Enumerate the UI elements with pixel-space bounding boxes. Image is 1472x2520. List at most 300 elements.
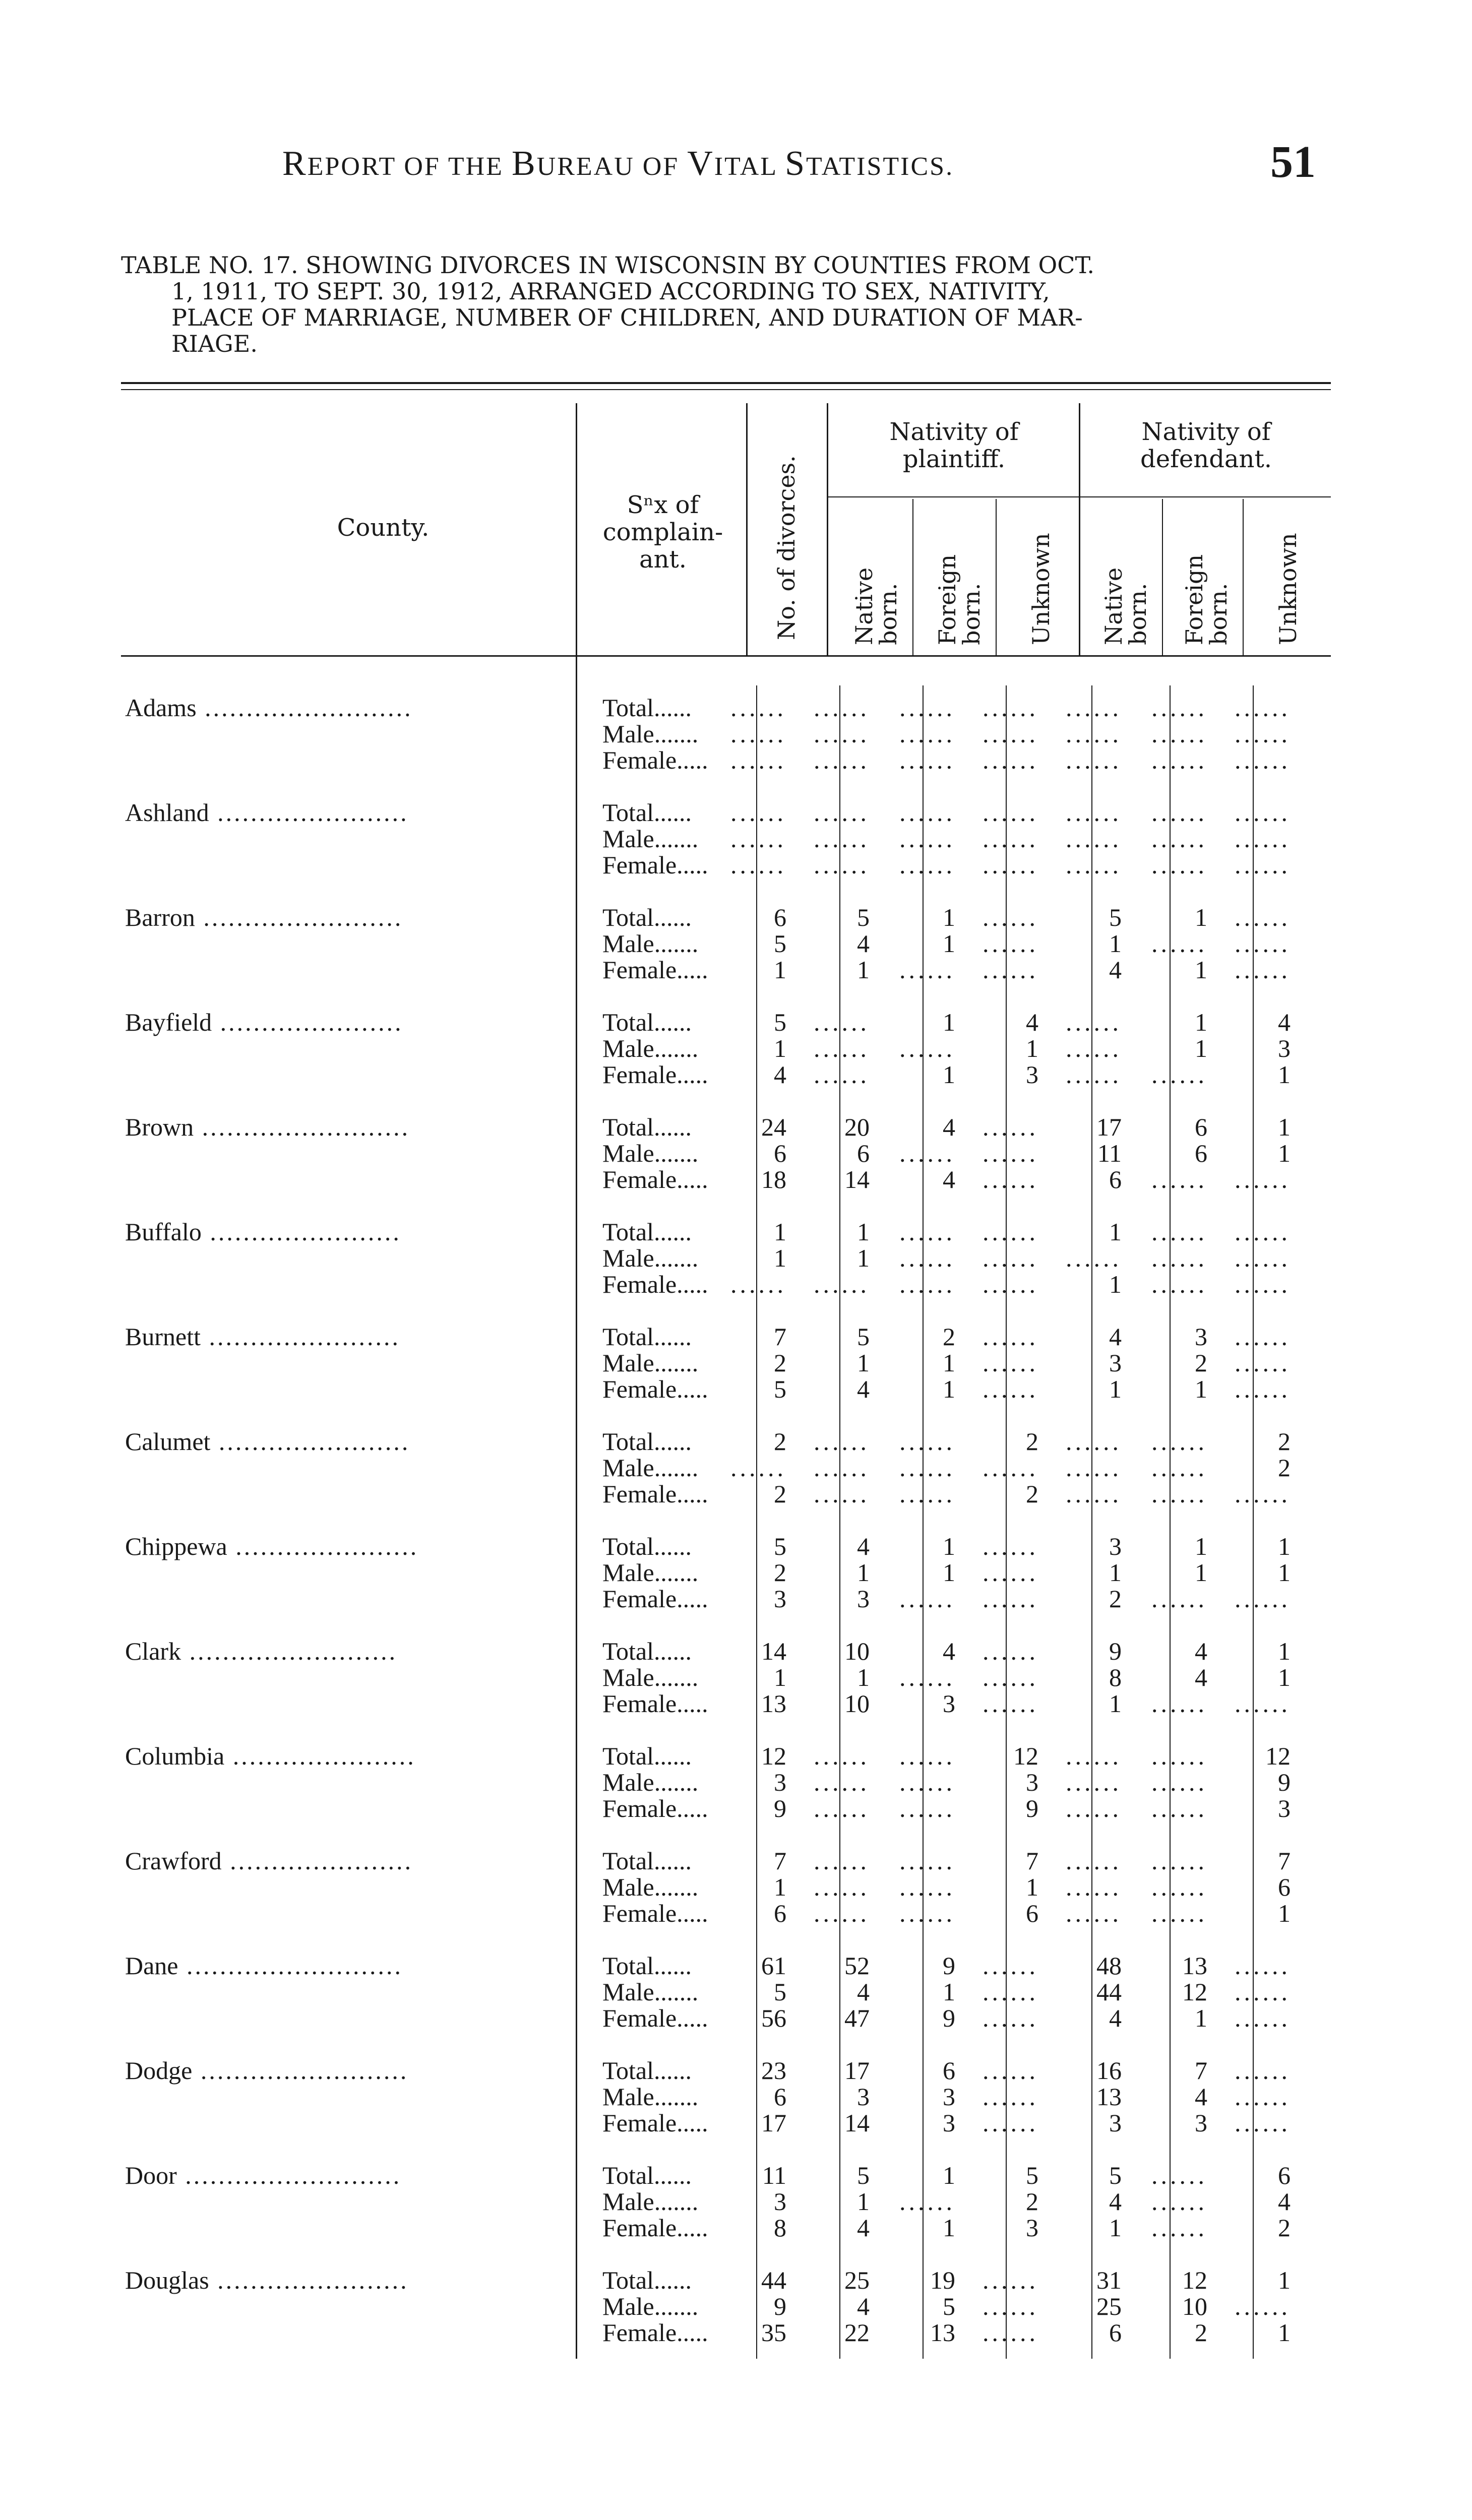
sex-label-text: Male xyxy=(602,1558,654,1587)
table-cell: ...... xyxy=(1066,1768,1122,1796)
table-cell: 3 xyxy=(1195,1322,1207,1351)
leader-dots: ...................... xyxy=(227,1532,419,1560)
table-row xyxy=(0,1584,1472,1612)
top-rule-thin xyxy=(121,389,1331,390)
leader-dots: ....... xyxy=(654,1663,699,1691)
table-cell: ...... xyxy=(1151,1060,1207,1089)
table-cell: 6 xyxy=(774,1899,786,1927)
table-cell: 1 xyxy=(1109,1375,1122,1403)
table-cell: 3 xyxy=(1278,1794,1291,1822)
defendant-group-header xyxy=(1081,418,1331,473)
table-cell: 14 xyxy=(761,1637,786,1665)
table-cell: ...... xyxy=(1235,746,1291,774)
table-cell: ...... xyxy=(1151,1899,1207,1927)
table-cell: ...... xyxy=(814,694,870,722)
table-cell: ...... xyxy=(1151,929,1207,958)
table-cell: ...... xyxy=(899,2187,955,2216)
table-row xyxy=(0,1139,1472,1167)
sex-label xyxy=(602,1532,692,1561)
sex-label xyxy=(602,719,698,748)
sex-label-text: Male xyxy=(602,1768,654,1796)
table-cell: ...... xyxy=(814,825,870,853)
leader-dots: ..... xyxy=(677,1899,708,1927)
county-label: Dodge xyxy=(125,2056,193,2085)
table-cell: 1 xyxy=(1195,1034,1207,1062)
table-cell: ...... xyxy=(983,903,1038,931)
sex-label-text: Male xyxy=(602,929,654,958)
sex-label xyxy=(602,824,698,853)
table-row xyxy=(0,955,1472,983)
table-cell: 13 xyxy=(1182,1951,1207,1980)
table-cell: ...... xyxy=(899,798,955,827)
sex-label xyxy=(602,1558,698,1587)
table-cell: 10 xyxy=(844,1637,870,1665)
table-cell: 48 xyxy=(1096,1951,1122,1980)
table-cell: ...... xyxy=(983,2083,1038,2111)
table-row xyxy=(0,2003,1472,2032)
table-cell: ...... xyxy=(1151,746,1207,774)
table-cell: 56 xyxy=(761,2004,786,2032)
caption-line: PLACE OF MARRIAGE, NUMBER OF CHILDREN, AND DURATION OF MAR- xyxy=(171,304,1083,331)
sex-label-text: Female xyxy=(602,1375,677,1403)
table-cell: 9 xyxy=(1278,1768,1291,1796)
table-cell: ...... xyxy=(983,1454,1038,1482)
sex-label-text: Total xyxy=(602,798,654,827)
table-cell: ...... xyxy=(983,1637,1038,1665)
table-cell: ...... xyxy=(1235,929,1291,958)
table-row xyxy=(0,719,1472,747)
table-cell: ...... xyxy=(983,1558,1038,1587)
leader-dots: ...... xyxy=(654,1427,692,1456)
table-cell: 1 xyxy=(943,1008,955,1036)
table-cell: 25 xyxy=(1096,2292,1122,2320)
table-cell: 4 xyxy=(1278,1008,1291,1036)
table-cell: ...... xyxy=(1235,1951,1291,1980)
col-divider xyxy=(827,403,828,655)
sex-label-text: Female xyxy=(602,1060,677,1089)
table-cell: 1 xyxy=(1109,1689,1122,1718)
table-cell: ...... xyxy=(899,746,955,774)
sex-label-text: Total xyxy=(602,903,654,931)
table-cell: 2 xyxy=(774,1349,786,1377)
leader-dots: ..... xyxy=(677,746,708,774)
table-cell: 1 xyxy=(1195,956,1207,984)
sex-label xyxy=(602,1951,692,1980)
table-cell: ...... xyxy=(1235,903,1291,931)
table-cell: 1 xyxy=(774,956,786,984)
table-cell: 10 xyxy=(844,1689,870,1718)
table-cell: 2 xyxy=(1195,2318,1207,2347)
county-name xyxy=(125,2265,409,2295)
table-cell: ...... xyxy=(730,720,786,748)
table-row xyxy=(0,1689,1472,1717)
col-divider xyxy=(1162,499,1163,655)
sex-label xyxy=(602,1584,708,1613)
table-cell: 13 xyxy=(761,1689,786,1718)
county-label: Barron xyxy=(125,903,195,931)
table-cell: ...... xyxy=(899,1480,955,1508)
table-cell: 5 xyxy=(774,1978,786,2006)
sex-label xyxy=(602,1977,698,2006)
table-cell: ...... xyxy=(1066,1427,1122,1456)
sex-label xyxy=(602,1636,692,1666)
table-cell: ...... xyxy=(730,1454,786,1482)
table-cell: ...... xyxy=(983,1663,1038,1691)
defendant-foreign-header: Foreign born. xyxy=(1181,554,1232,645)
leader-dots: ...... xyxy=(654,694,692,722)
sex-label-text: Female xyxy=(602,1689,677,1718)
table-row xyxy=(0,2108,1472,2136)
table-cell: ...... xyxy=(1151,1768,1207,1796)
county-label: Burnett xyxy=(125,1322,201,1351)
county-label: Brown xyxy=(125,1113,194,1141)
table-cell: ...... xyxy=(1066,1008,1122,1036)
table-cell: 1 xyxy=(1195,1532,1207,1560)
table-cell: 4 xyxy=(1195,2083,1207,2111)
table-row xyxy=(0,1165,1472,1193)
table-row xyxy=(0,1977,1472,2005)
defendant-native-header: Native born. xyxy=(1100,567,1151,645)
table-cell: 12 xyxy=(1182,1978,1207,2006)
table-row xyxy=(0,2161,1472,2189)
table-cell: 6 xyxy=(1278,2161,1291,2189)
county-name xyxy=(125,1951,403,1980)
table-cell: 2 xyxy=(1195,1349,1207,1377)
table-cell: ...... xyxy=(1151,2161,1207,2189)
table-cell: 1 xyxy=(943,1532,955,1560)
table-cell: 7 xyxy=(774,1847,786,1875)
table-cell: ...... xyxy=(983,1585,1038,1613)
table-cell: ...... xyxy=(983,746,1038,774)
plaintiff-group-header xyxy=(829,418,1079,473)
table-row xyxy=(0,2265,1472,2294)
sex-label-text: Total xyxy=(602,1847,654,1875)
table-cell: ...... xyxy=(983,1689,1038,1718)
table-cell: ...... xyxy=(983,2004,1038,2032)
table-cell: 4 xyxy=(1026,1008,1038,1036)
table-cell: 4 xyxy=(857,2292,870,2320)
table-cell: 35 xyxy=(761,2318,786,2347)
table-cell: 3 xyxy=(774,2187,786,2216)
table-row xyxy=(0,1532,1472,1560)
running-head-smallcaps: UREAU OF xyxy=(536,152,688,181)
table-cell: 7 xyxy=(1278,1847,1291,1875)
sex-label-text: Female xyxy=(602,2318,677,2347)
table-cell: 11 xyxy=(1097,1139,1122,1167)
leader-dots: ......................... xyxy=(196,694,413,722)
table-cell: ...... xyxy=(814,1454,870,1482)
table-cell: 4 xyxy=(1109,2187,1122,2216)
table-cell: 1 xyxy=(1026,1034,1038,1062)
table-cell: 16 xyxy=(1096,2056,1122,2085)
county-label: Columbia xyxy=(125,1742,225,1770)
running-head-smallcaps: ITAL xyxy=(714,152,785,181)
table-cell: 44 xyxy=(1096,1978,1122,2006)
sex-label-text: Male xyxy=(602,1873,654,1901)
leader-dots: ..... xyxy=(677,1375,708,1403)
leader-dots: ....................... xyxy=(200,1322,400,1351)
table-cell: ...... xyxy=(1151,1218,1207,1246)
county-label: Calumet xyxy=(125,1427,211,1456)
table-cell: 7 xyxy=(774,1322,786,1351)
table-cell: 2 xyxy=(1109,1585,1122,1613)
sex-label-text: Female xyxy=(602,2214,677,2242)
table-row xyxy=(0,1453,1472,1481)
county-name xyxy=(125,2056,408,2085)
county-label: Door xyxy=(125,2161,177,2189)
table-cell: ...... xyxy=(1151,720,1207,748)
leader-dots: ....................... xyxy=(209,798,409,827)
table-cell: ...... xyxy=(1151,1165,1207,1193)
table-cell: 3 xyxy=(774,1768,786,1796)
table-cell: ...... xyxy=(1066,1742,1122,1770)
table-cell: 1 xyxy=(857,1663,870,1691)
leader-dots: ..... xyxy=(677,1480,708,1508)
table-row xyxy=(0,1899,1472,1927)
table-row xyxy=(0,1060,1472,1088)
table-row xyxy=(0,2056,1472,2084)
table-cell: ...... xyxy=(814,1768,870,1796)
table-cell: 1 xyxy=(1278,1899,1291,1927)
table-cell: ...... xyxy=(983,1139,1038,1167)
sex-label-text: Total xyxy=(602,1532,654,1560)
leader-dots: ...... xyxy=(654,2266,692,2294)
leader-dots: ...... xyxy=(654,1637,692,1665)
leader-dots: ...... xyxy=(654,1847,692,1875)
leader-dots: ....... xyxy=(654,1139,699,1167)
sex-label xyxy=(602,2082,698,2111)
county-name xyxy=(125,1427,410,1456)
leader-dots: ....................... xyxy=(210,1427,410,1456)
table-cell: ...... xyxy=(1151,2187,1207,2216)
table-cell: 13 xyxy=(930,2318,955,2347)
table-cell: 2 xyxy=(1278,1427,1291,1456)
leader-dots: ....... xyxy=(654,720,699,748)
sex-label xyxy=(602,1768,698,1797)
sex-label-text: Total xyxy=(602,694,654,722)
table-cell: ...... xyxy=(1235,2109,1291,2137)
table-cell: 4 xyxy=(1195,1637,1207,1665)
sex-label-text: Total xyxy=(602,1322,654,1351)
table-cell: ...... xyxy=(983,851,1038,879)
sex-label xyxy=(602,1139,698,1168)
sex-label-text: Total xyxy=(602,1427,654,1456)
table-cell: ...... xyxy=(983,1113,1038,1141)
leader-dots: ......................... xyxy=(181,1637,398,1665)
table-cell: 1 xyxy=(943,1978,955,2006)
table-cell: 2 xyxy=(1026,1427,1038,1456)
sex-label-text: Male xyxy=(602,2083,654,2111)
table-cell: ...... xyxy=(1151,1794,1207,1822)
table-cell: 6 xyxy=(1026,1899,1038,1927)
table-cell: ...... xyxy=(983,798,1038,827)
table-cell: 1 xyxy=(1195,2004,1207,2032)
table-cell: 1 xyxy=(1195,1375,1207,1403)
table-cell: 4 xyxy=(943,1165,955,1193)
table-cell: 1 xyxy=(1278,1558,1291,1587)
leader-dots: ....... xyxy=(654,1558,699,1587)
table-cell: 1 xyxy=(943,903,955,931)
sex-label xyxy=(602,903,692,932)
table-cell: 6 xyxy=(857,1139,870,1167)
county-label: Douglas xyxy=(125,2266,209,2294)
running-head-capital: R xyxy=(282,144,308,183)
table-cell: 9 xyxy=(943,1951,955,1980)
running-head xyxy=(282,144,1210,184)
table-cell: ...... xyxy=(730,825,786,853)
leader-dots: ..... xyxy=(677,1270,708,1298)
leader-dots: ....... xyxy=(654,1244,699,1272)
sex-label-text: Female xyxy=(602,1899,677,1927)
table-cell: ...... xyxy=(899,1663,955,1691)
leader-dots: ....... xyxy=(654,1873,699,1901)
table-row xyxy=(0,798,1472,826)
sex-label xyxy=(602,2108,708,2137)
county-label: Ashland xyxy=(125,798,209,827)
plaintiff-unknown-header: Unknown xyxy=(1027,533,1055,645)
table-row xyxy=(0,1348,1472,1376)
leader-dots: .......................... xyxy=(178,1951,403,1980)
table-cell: 4 xyxy=(774,1060,786,1089)
county-label: Buffalo xyxy=(125,1218,202,1246)
leader-dots: ..... xyxy=(677,2318,708,2347)
leader-dots: ....... xyxy=(654,2292,699,2320)
table-row xyxy=(0,2318,1472,2346)
table-row xyxy=(0,1741,1472,1770)
county-name xyxy=(125,798,409,827)
table-cell: ...... xyxy=(899,1427,955,1456)
table-cell: ...... xyxy=(1066,1060,1122,1089)
table-cell: 5 xyxy=(774,929,786,958)
table-cell: 3 xyxy=(1109,2109,1122,2137)
table-cell: ...... xyxy=(1235,1978,1291,2006)
table-cell: ...... xyxy=(1066,1847,1122,1875)
leader-dots: ........................ xyxy=(195,903,403,931)
table-row xyxy=(0,1951,1472,1979)
table-cell: 1 xyxy=(1278,1060,1291,1089)
table-row xyxy=(0,1872,1472,1901)
table-cell: 1 xyxy=(857,1558,870,1587)
table-cell: ...... xyxy=(1151,825,1207,853)
table-cell: ...... xyxy=(983,720,1038,748)
county-label: Crawford xyxy=(125,1847,222,1875)
table-cell: ...... xyxy=(814,1847,870,1875)
table-cell: ...... xyxy=(899,1244,955,1272)
table-cell: 4 xyxy=(1278,2187,1291,2216)
sex-header-line: complain- xyxy=(602,518,723,546)
table-cell: 1 xyxy=(774,1218,786,1246)
table-cell: ...... xyxy=(1066,1454,1122,1482)
sex-label-text: Female xyxy=(602,851,677,879)
table-row xyxy=(0,1322,1472,1350)
table-cell: 1 xyxy=(943,1349,955,1377)
table-cell: 9 xyxy=(1109,1637,1122,1665)
table-cell: 17 xyxy=(844,2056,870,2085)
table-cell: 2 xyxy=(1026,1480,1038,1508)
sex-label xyxy=(602,2187,698,2216)
table-cell: 5 xyxy=(774,1532,786,1560)
leader-dots: ....... xyxy=(654,2083,699,2111)
table-cell: 6 xyxy=(1195,1139,1207,1167)
table-cell: 44 xyxy=(761,2266,786,2294)
table-cell: ...... xyxy=(983,1532,1038,1560)
sex-label-text: Total xyxy=(602,1742,654,1770)
table-cell: 1 xyxy=(1195,1558,1207,1587)
table-cell: ...... xyxy=(983,2318,1038,2347)
table-row xyxy=(0,1217,1472,1245)
table-cell: ...... xyxy=(1066,694,1122,722)
table-cell: ...... xyxy=(1235,2083,1291,2111)
plaintiff-group-line: Nativity of xyxy=(889,418,1019,446)
table-cell: 4 xyxy=(857,1978,870,2006)
table-cell: ...... xyxy=(730,1270,786,1298)
sex-label xyxy=(602,1270,708,1299)
leader-dots: ..... xyxy=(677,851,708,879)
leader-dots: ......................... xyxy=(192,2056,409,2085)
table-cell: ...... xyxy=(814,1742,870,1770)
table-cell: ...... xyxy=(814,1794,870,1822)
county-label: Adams xyxy=(125,694,197,722)
table-row xyxy=(0,1374,1472,1403)
table-cell: ...... xyxy=(1066,720,1122,748)
table-cell: ...... xyxy=(1151,1427,1207,1456)
table-cell: ...... xyxy=(1235,1165,1291,1193)
table-row xyxy=(0,1768,1472,1796)
table-cell: 1 xyxy=(943,2214,955,2242)
table-cell: ...... xyxy=(1066,1244,1122,1272)
leader-dots: ....... xyxy=(654,1454,699,1482)
table-cell: ...... xyxy=(899,694,955,722)
table-cell: 13 xyxy=(1096,2083,1122,2111)
table-cell: 61 xyxy=(761,1951,786,1980)
table-cell: ...... xyxy=(1235,1270,1291,1298)
sex-label xyxy=(602,1322,692,1351)
leader-dots: ...... xyxy=(654,2056,692,2085)
table-cell: 23 xyxy=(761,2056,786,2085)
page-number: 51 xyxy=(1270,137,1316,187)
table-cell: ...... xyxy=(1151,1244,1207,1272)
sex-label xyxy=(602,955,708,984)
table-row xyxy=(0,1794,1472,1822)
sex-label xyxy=(602,2318,708,2347)
table-row xyxy=(0,2213,1472,2241)
table-cell: 1 xyxy=(1278,1663,1291,1691)
sex-label xyxy=(602,850,708,879)
table-cell: ...... xyxy=(1151,1689,1207,1718)
table-row xyxy=(0,2082,1472,2110)
table-cell: 1 xyxy=(1109,1558,1122,1587)
leader-dots: ...... xyxy=(654,903,692,931)
table-cell: 1 xyxy=(774,1873,786,1901)
top-rule-thick xyxy=(121,382,1331,384)
sex-label xyxy=(602,1034,698,1063)
plaintiff-foreign-header: Foreign born. xyxy=(934,554,985,645)
sex-label-text: Total xyxy=(602,1113,654,1141)
table-cell: 4 xyxy=(857,1375,870,1403)
county-name xyxy=(125,1007,403,1037)
table-row xyxy=(0,824,1472,852)
leader-dots: ..... xyxy=(677,2109,708,2137)
table-row xyxy=(0,1558,1472,1586)
table-cell: 6 xyxy=(943,2056,955,2085)
table-row xyxy=(0,693,1472,721)
sex-label-text: Total xyxy=(602,1218,654,1246)
table-cell: ...... xyxy=(983,1375,1038,1403)
table-cell: ...... xyxy=(983,2109,1038,2137)
leader-dots: ..... xyxy=(677,1165,708,1193)
leader-dots: ..... xyxy=(677,956,708,984)
table-row xyxy=(0,1270,1472,1298)
